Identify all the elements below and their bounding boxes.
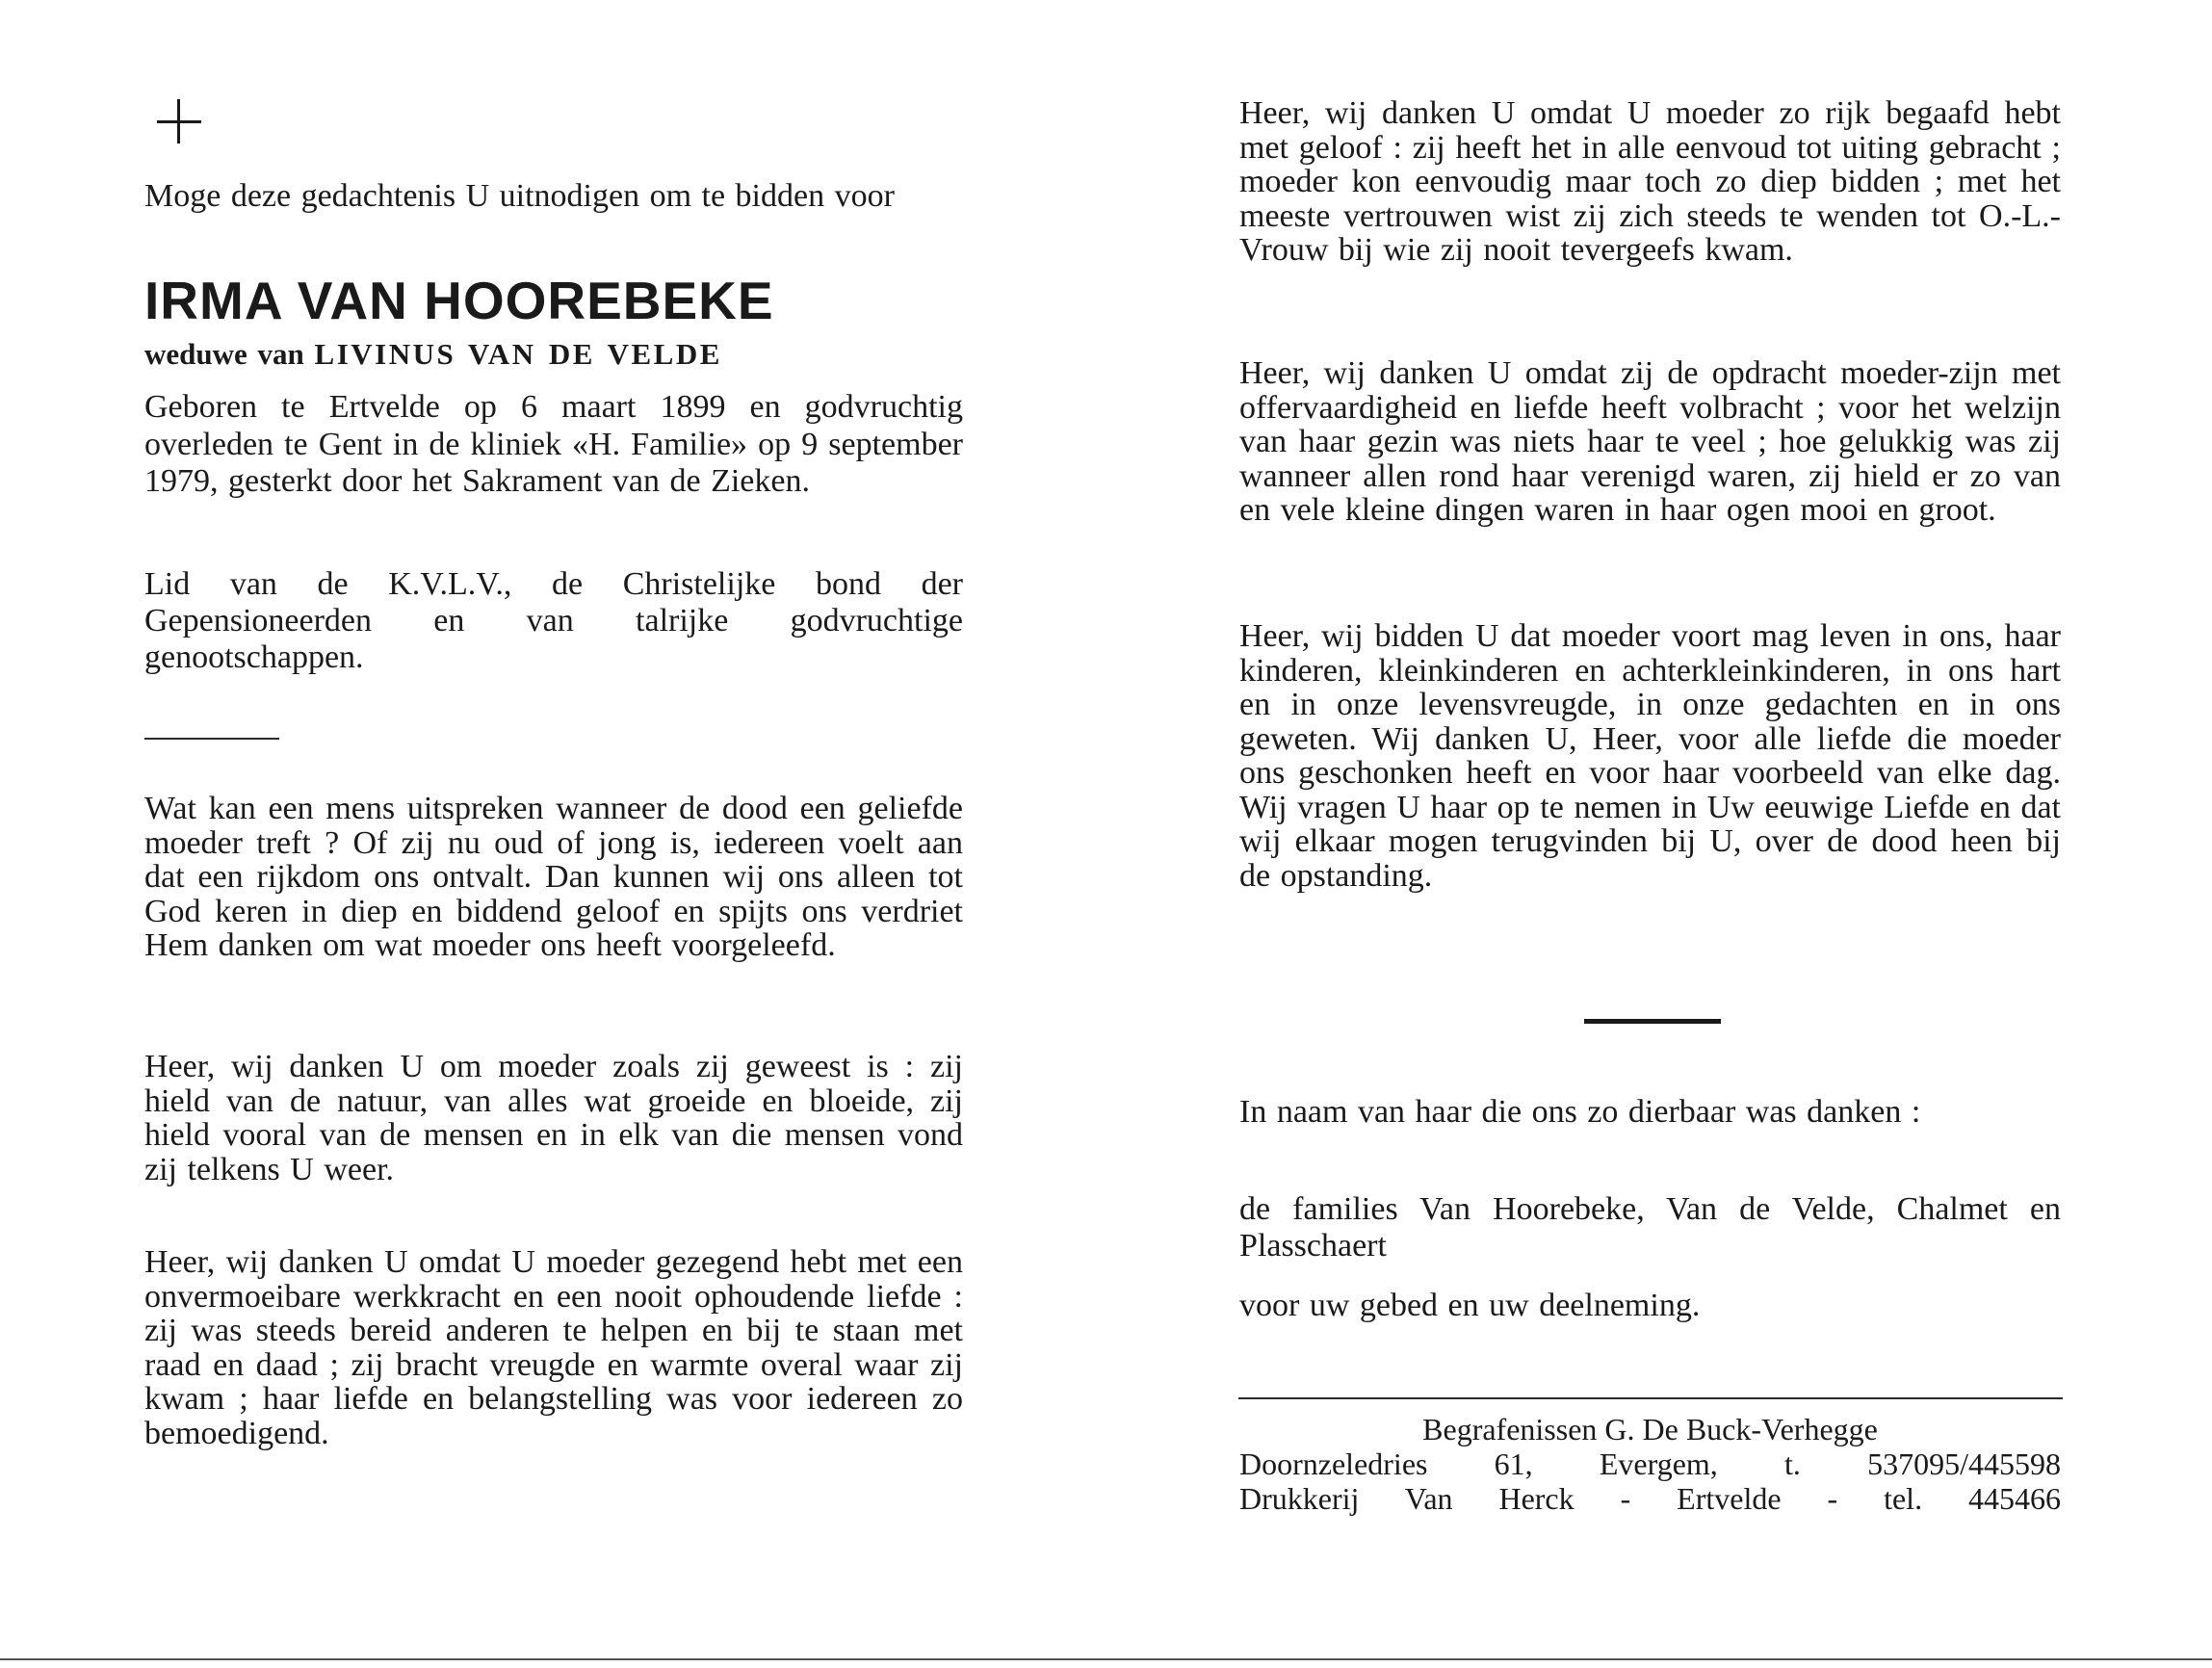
- birth-death-text: Geboren te Ertvelde op 6 maart 1899 en godvruchtig overleden te Gent in de kliniek «H. Familie» op 9 september 1979, gesterkt door het Sakrament van de Zieken.: [144, 389, 963, 499]
- left-paragraph-2: Heer, wij danken U om moeder zoals zij geweest is : zij hield van de natuur, van alles wat groeide en bloeide, zij hield vooral van de mensen en in elk van die mensen vond zij telkens U weer.: [144, 1049, 963, 1187]
- divider-long: [1238, 1397, 2063, 1399]
- right-paragraph-2: Heer, wij danken U omdat zij de opdracht moeder-zijn met offervaardigheid en liefde heeft volbracht ; voor het welzijn van haar gezin was niets haar te veel ; hoe gelukkig was zij wanneer allen rond haar verenigd waren, zij hield er zo van en vele kleine dingen waren in haar ogen mooi en groot.: [1239, 355, 2061, 528]
- printer-imprint: [1239, 1412, 2061, 1516]
- divider-bold: [1584, 1019, 1721, 1024]
- intro-text: Moge deze gedachtenis U uitnodigen om te bidden voor: [144, 178, 895, 214]
- printer-line-2: Doornzeledries 61, Evergem, t. 537095/445598: [1239, 1446, 2061, 1481]
- divider-short: [144, 738, 279, 740]
- printer-line-1: Begrafenissen G. De Buck-Verhegge: [1422, 1412, 1878, 1446]
- widow-prefix: weduwe van: [144, 337, 304, 371]
- cross-icon: [157, 99, 201, 143]
- left-paragraph-1: Wat kan een mens uitspreken wanneer de dood een geliefde moeder treft ? Of zij nu oud of jong is, iedereen voelt aan dat een rijkdom ons ontvalt. Dan kunnen wij ons alleen tot God keren in diep en biddend geloof en spijts ons verdriet Hem danken om wat moeder ons heeft voorgeleefd.: [144, 791, 963, 963]
- printer-line-3: Drukkerij Van Herck - Ertvelde - tel. 445466: [1239, 1481, 2061, 1516]
- card-bottom-edge: [0, 1658, 2212, 1660]
- right-paragraph-1: Heer, wij danken U omdat U moeder zo rijk begaafd hebt met geloof : zij heeft het in alle eenvoud tot uiting gebracht ; moeder kon eenvoudig maar toch zo diep bidden ; met het meeste vertrouwen wist zij zich steeds te wenden tot O.-L.-Vrouw bij wie zij nooit tevergeefs kwam.: [1239, 95, 2061, 268]
- husband-name: LIVINUS VAN DE VELDE: [314, 337, 722, 371]
- closing-line: voor uw gebed en uw deelneming.: [1239, 1288, 1701, 1323]
- membership-text: Lid van de K.V.L.V., de Christelijke bond der Gepensioneerden en van talrijke godvruchtige genootschappen.: [144, 566, 963, 675]
- deceased-name: IRMA VAN HOOREBEKE: [144, 271, 774, 330]
- left-paragraph-3: Heer, wij danken U omdat U moeder gezegend hebt met een onvermoeibare werkkracht en een nooit ophoudende liefde : zij was steeds bereid anderen te helpen en bij te staan met raad en daad ; zij bracht vreugde en warmte overal waar zij kwam ; haar liefde en belangstelling was voor iedereen zo bemoedigend.: [144, 1244, 963, 1451]
- thanks-line: In naam van haar die ons zo dierbaar was danken :: [1239, 1094, 1921, 1130]
- widow-line: [144, 337, 722, 372]
- right-paragraph-3: Heer, wij bidden U dat moeder voort mag leven in ons, haar kinderen, kleinkinderen en achterkleinkinderen, in ons hart en in onze levensvreugde, in onze gedachten en in ons geweten. Wij danken U, Heer, voor alle liefde die moeder ons geschonken heeft en voor haar voorbeeld van elke dag. Wij vragen U haar op te nemen in Uw eeuwige Liefde en dat wij elkaar mogen terugvinden bij U, over de dood heen bij de opstanding.: [1239, 618, 2061, 894]
- families-line: de families Van Hoorebeke, Van de Velde, Chalmet en Plasschaert: [1239, 1191, 2061, 1264]
